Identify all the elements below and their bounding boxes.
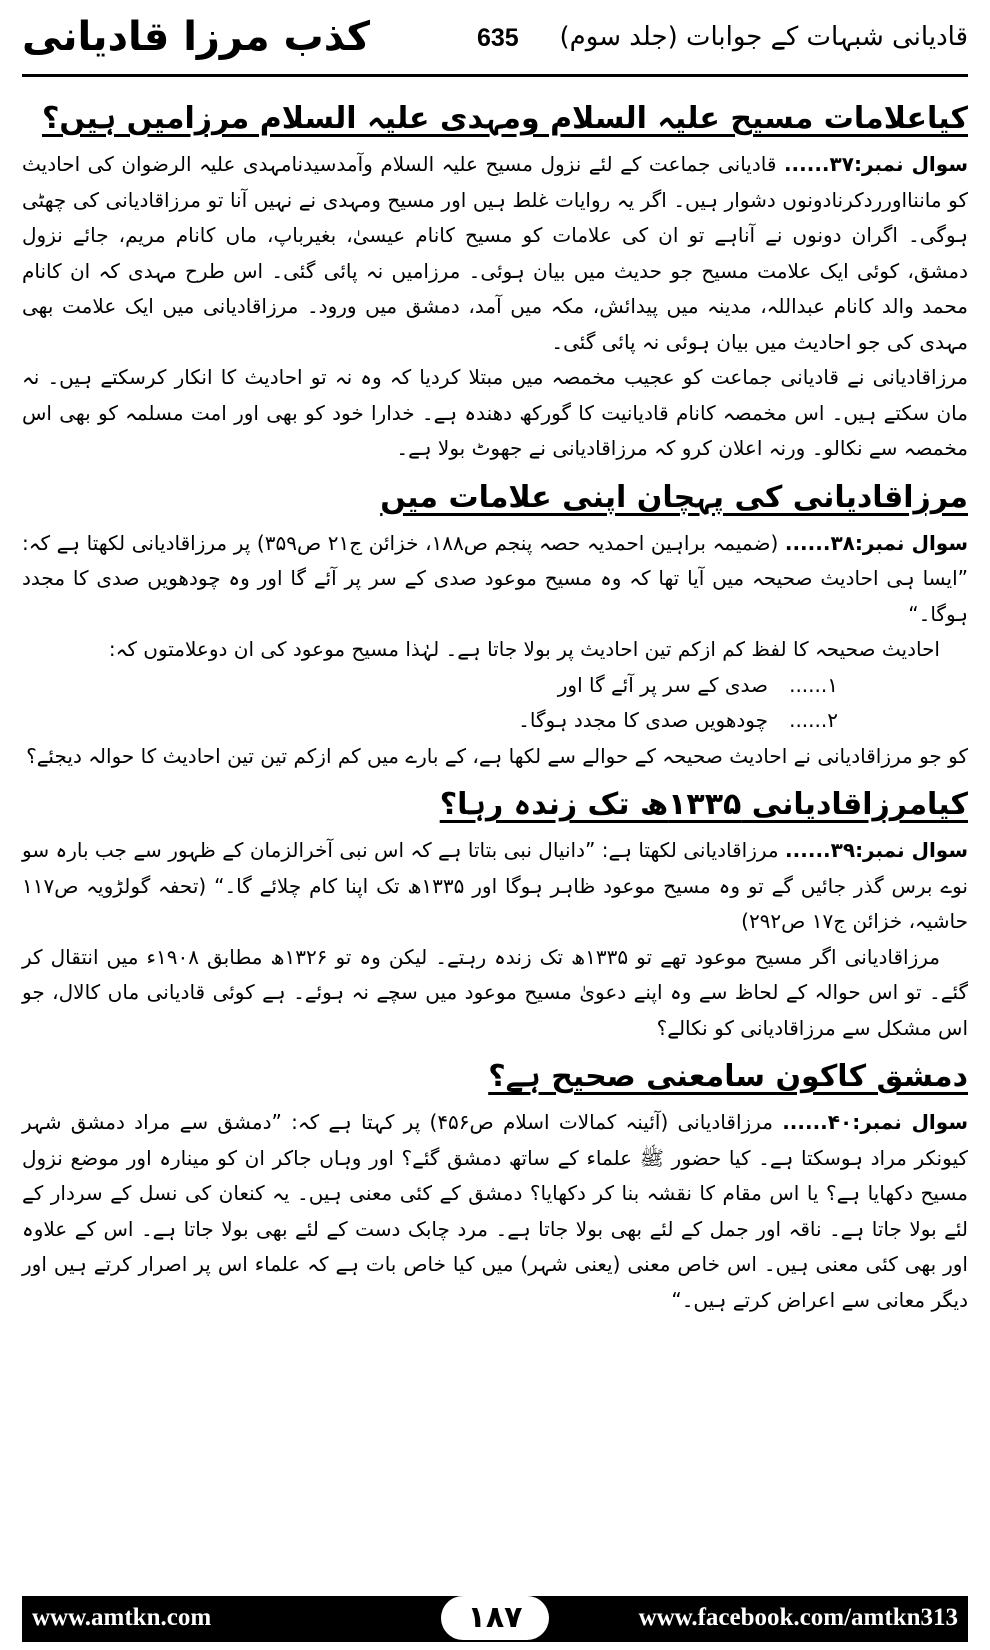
paragraph-text: مرزاقادیانی لکھتا ہے: ”دانیال نبی بتاتا ہے کہ اس نبی آخرالزمان کے ظہور سے جب بارہ سو نوے برس گذر جائیں گے تو وہ مسیح موعود ظاہر ہوگا اور ۱۳۳۵ھ تک اپنا کام چلائے گا۔“ (تحفہ گولڑویہ ص۱۱۷ حاشیہ، خزائن ج۱۷ ص۲۹۲) [22, 838, 968, 933]
section-39 [22, 782, 968, 1046]
website-link[interactable]: www.amtkn.com [32, 1604, 212, 1631]
list-item [22, 703, 968, 739]
section-heading: کیامرزاقادیانی ۱۳۳۵ھ تک زندہ رہا؟ [439, 787, 968, 822]
book-title: قادیانی شبہات کے جوابات (جلد سوم) [559, 22, 968, 52]
paragraph [22, 147, 968, 360]
list-number: ۱...... [789, 672, 838, 697]
section-heading: دمشق کاکون سامعنی صحیح ہے؟ [488, 1059, 968, 1094]
section-38 [22, 475, 968, 775]
paragraph: احادیث صحیحہ کا لفظ کم ازکم تین احادیث پر بولا جاتا ہے۔ لہٰذا مسیح موعود کی ان دوعلامتوں کہ: [108, 637, 940, 661]
paragraph: مرزاقادیانی نے قادیانی جماعت کو عجیب مخمصہ میں مبتلا کردیا کہ وہ نہ تو احادیث کا انکار کرسکتے ہیں۔ نہ مان سکتے ہیں۔ اس مخمصہ کانام قادیانیت کا گورکھ دھندہ ہے۔ خدارا خود کو بھی اور امت مسلمہ کو بھی اس مخمصہ سے نکالو۔ ورنہ اعلان کرو کہ مرزاقادیانی نے جھوٹ بولا ہے۔ [22, 365, 968, 460]
question-label: سوال نمبر:۳۹...... [785, 838, 969, 862]
list-number: ۲...... [789, 708, 838, 732]
section-heading: مرزاقادیانی کی پہچان اپنی علامات میں [380, 479, 968, 515]
paragraph [22, 1105, 968, 1318]
chapter-title: کذب مرزا قادیانی [22, 14, 371, 60]
list-item [22, 668, 968, 704]
question-label: سوال نمبر:۴۰...... [782, 1110, 968, 1134]
page-footer [22, 1596, 968, 1642]
question-label: سوال نمبر:۳۸...... [784, 530, 969, 555]
paragraph [22, 833, 968, 940]
section-heading: کیاعلامات مسیح علیہ السلام ومہدی علیہ السلام مرزامیں ہیں؟ [41, 101, 968, 136]
list-text: چودھویں صدی کا مجدد ہوگا۔ [518, 708, 768, 732]
list-text: صدی کے سر پر آئے گا اور [557, 672, 768, 697]
paragraph [22, 526, 968, 633]
page-number-badge: ۱۸۷ [441, 1596, 549, 1640]
question-label: سوال نمبر:۳۷...... [783, 152, 968, 176]
paragraph-text: مرزاقادیانی (آئینہ کمالات اسلام ص۴۵۶) پر کہتا ہے کہ: ”دمشق سے مراد دمشق شہر کیونکر مراد ہوسکتا ہے۔ کیا حضور ﷺ علماء کے ساتھ دمشق گئے؟ اور وہاں جاکر ان کو مینارہ اور موضع نزول مسیح دکھایا ہے؟ یا اس مقام کا نقشہ بنا کر دکھایا؟ دمشق کے کئی معنی ہیں۔ یہ کنعان کی نسل کے سردار کے لئے بولا جاتا ہے۔ ناقہ اور جمل کے لئے بھی بولا جاتا ہے۔ مرد چابک دست کے لئے بھی بولا جاتا ہے۔ اس کے علاوہ اور بھی کئی معنی ہیں۔ اس خاص معنی (یعنی شہر) میں کیا خاص بات ہے کہ علماء اس پر اصرار کرتے ہیں اور دیگر معانی سے اعراض کرتے ہیں۔“ [22, 1110, 968, 1312]
page-header [22, 14, 968, 77]
header-page-number: 635 [477, 24, 519, 52]
section-40 [22, 1054, 968, 1318]
paragraph-text: (ضمیمہ براہین احمدیہ حصہ پنجم ص۱۸۸، خزائن ج۲۱ ص۳۵۹) پر مرزاقادیانی لکھتا ہے کہ: ”ایسا ہی احادیث صحیحہ میں آیا تھا کہ وہ مسیح موعود صدی کے سر پر آئے گا اور وہ چودھویں صدی کا مجدد ہوگا۔“ [22, 530, 968, 626]
facebook-link[interactable]: www.facebook.com/amtkn313 [638, 1604, 958, 1631]
paragraph: مرزاقادیانی اگر مسیح موعود تھے تو ۱۳۳۵ھ تک زندہ رہتے۔ لیکن وہ تو ۱۳۲۶ھ مطابق ۱۹۰۸ء میں انتقال کر گئے۔ تو اس حوالہ کے لحاظ سے وہ اپنے دعویٰ مسیح موعود میں سچے نہ ہوئے۔ ہے کوئی قادیانی ماں کالال، جو اس مشکل سے مرزاقادیانی کو نکالے؟ [22, 944, 968, 1040]
paragraph-text: قادیانی جماعت کے لئے نزول مسیح علیہ السلام وآمدسیدنامہدی علیہ الرضوان کی احادیث کو ماننااورردکرنادونوں دشوار ہیں۔ اگر یہ روایات غلط ہیں اور مسیح ومہدی نے نہیں آنا تو مرزاقادیانی کی چھٹی ہوگی۔ اگران دونوں نے آناہے تو ان کی علامات کو مسیح کانام عیسیٰ، بغیرباپ، ماں کانام مریم، جائے نزول دمشق، کوئی ایک علامت مسیح جو حدیث میں بیان ہوئی۔ مرزامیں نہ پائی گئی۔ اس طرح مہدی کہ ان کانام محمد والد کانام عبداللہ، مدینہ میں پیدائش، مکہ میں آمد، دمشق میں ورود۔ مرزاقادیانی میں ایک علامت بھی مہدی کی جو احادیث میں بیان ہوئی نہ پائی گئی۔ [22, 152, 968, 354]
section-37 [22, 96, 968, 467]
page-body [22, 88, 968, 1318]
paragraph: کو جو مرزاقادیانی نے احادیث صحیحہ کے حوالے سے لکھا ہے، کے بارے میں کم ازکم تین تین احادیث کا حوالہ دیجئے؟ [26, 743, 968, 768]
